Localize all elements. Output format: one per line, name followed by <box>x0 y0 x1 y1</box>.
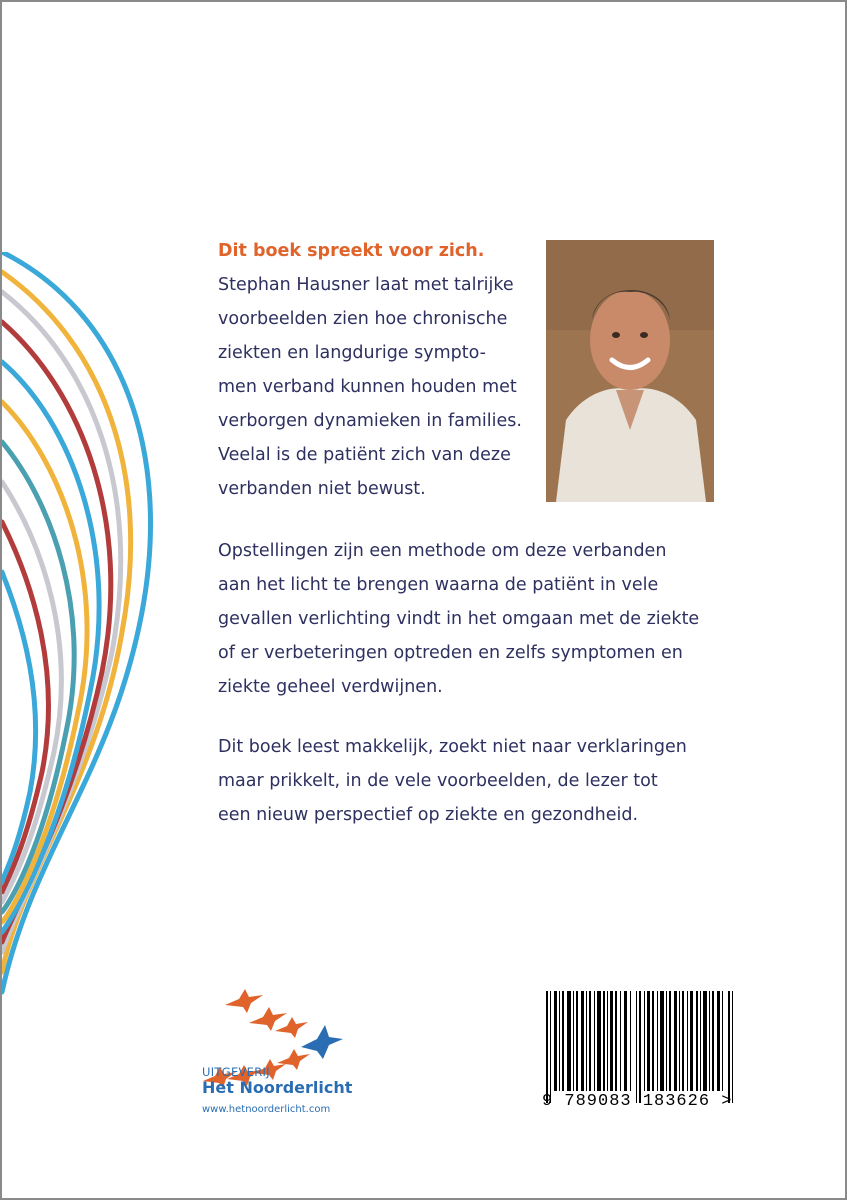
paragraph-line: gevallen verlichting vindt in het omgaan met de ziekte <box>218 609 700 629</box>
publisher-prefix: UITGEVERIJ <box>202 1065 270 1079</box>
blurb-line: men verband kunnen houden met <box>218 377 517 397</box>
author-photo <box>546 240 714 502</box>
blurb-line: ziekten en langdurige sympto- <box>218 343 486 363</box>
blurb-line: verbanden niet bewust. <box>218 479 426 499</box>
publisher-url: www.hetnoorderlicht.com <box>202 1104 331 1115</box>
author-photo-illustration <box>546 240 714 502</box>
paragraph-summary <box>218 730 758 832</box>
paragraph-line: ziekte geheel verdwijnen. <box>218 677 443 697</box>
blurb-line: verborgen dynamieken in families. <box>218 411 522 431</box>
paragraph-line: Opstellingen zijn een methode om deze verbanden <box>218 541 667 561</box>
blurb <box>218 234 758 825</box>
decorative-wave-lines <box>2 252 172 1012</box>
paragraph-methods <box>218 534 758 704</box>
isbn-number: 9 789083 183626 > <box>542 1092 733 1111</box>
publisher-name: Het Noorderlicht <box>202 1078 353 1097</box>
blurb-line: Stephan Hausner laat met talrijke <box>218 275 514 295</box>
paragraph-line: of er verbeteringen optreden en zelfs symptomen en <box>218 643 683 663</box>
paragraph-line: aan het licht te brengen waarna de patiënt in vele <box>218 575 659 595</box>
blurb-lead: Dit boek spreekt voor zich. <box>218 241 485 261</box>
paragraph-line: maar prikkelt, in de vele voorbeelden, de lezer tot <box>218 771 658 791</box>
blurb-line: Veelal is de patiënt zich van deze <box>218 445 511 465</box>
blurb-line: voorbeelden zien hoe chronische <box>218 309 508 329</box>
paragraph-line: een nieuw perspectief op ziekte en gezondheid. <box>218 805 639 825</box>
paragraph-line: Dit boek leest makkelijk, zoekt niet naar verklaringen <box>218 737 687 757</box>
